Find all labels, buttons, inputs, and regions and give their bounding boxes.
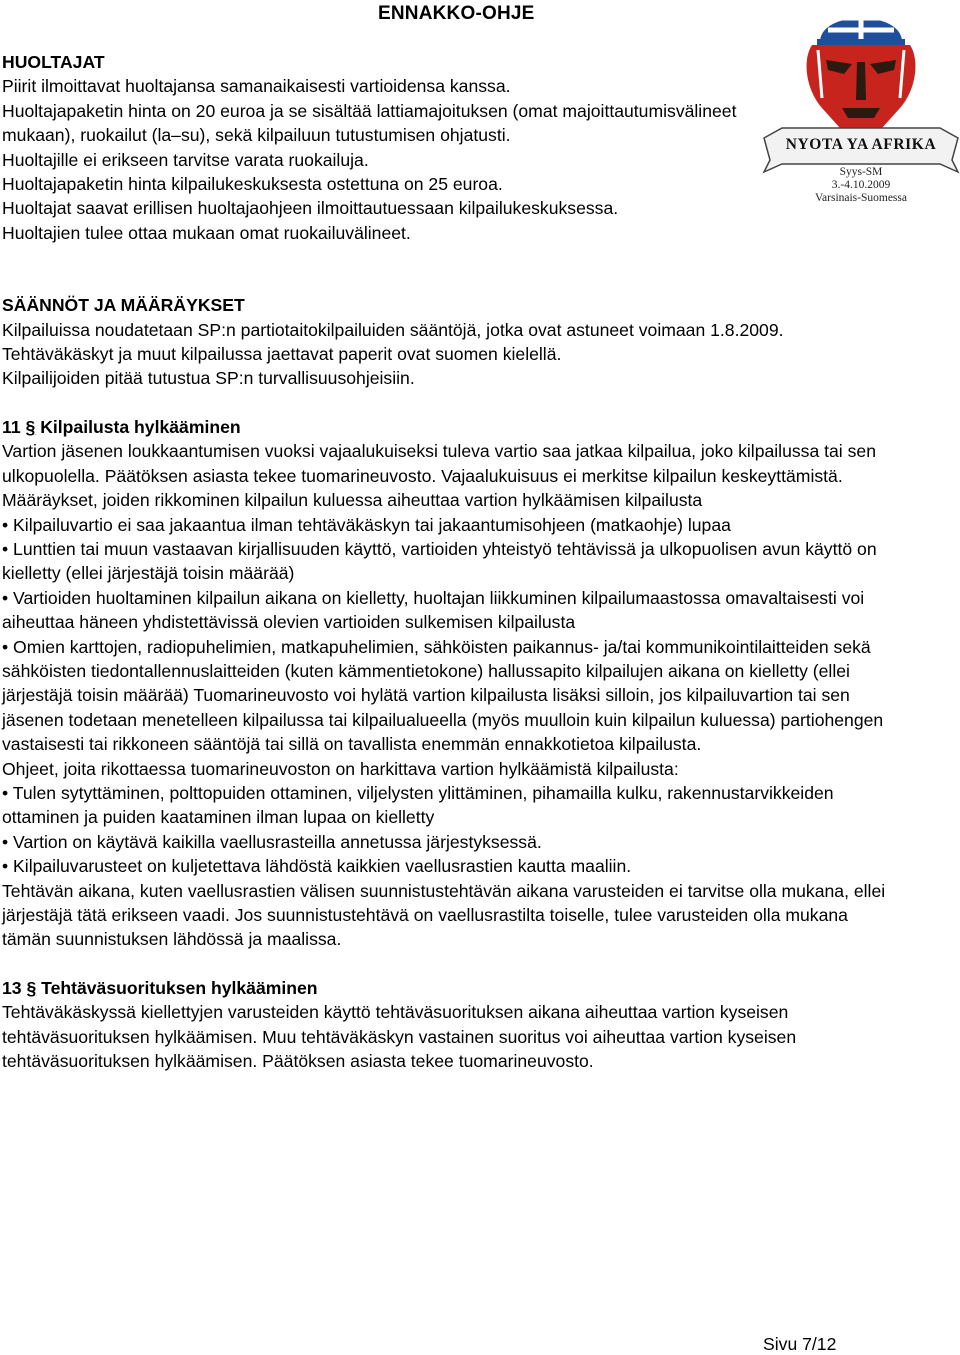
paragraph: Tehtävän aikana, kuten vaellusrastien välisen suunnistustehtävän aikana varusteiden ei tarvitse olla mukana, ellei järjestäjä tätä erikseen vaadi. Jos suunnistustehtävä on vaellusrastilta toiselle, tulee varusteiden olla mukana tämän suunnistuksen lähdössä ja maalissa. bbox=[2, 880, 886, 950]
section-number: 13 bbox=[2, 977, 22, 998]
section-heading bbox=[2, 976, 897, 1000]
paragraph: Huoltajapaketin hinta on 20 euroa ja se sisältää lattiamajoituksen (omat majoittautumisvälineet mukaan), ruokailut (la–su), sekä kilpailuun tutustumisen ohjatusti. bbox=[2, 100, 737, 146]
section-13 bbox=[2, 976, 897, 1074]
list-item: • Omien karttojen, radiopuhelimien, matkapuhelimien, sähköisten paikannus- ja/tai kommunikointilaitteiden sekä sähköisten tiedontallennuslaitteiden (kuten kämmentietokone) hallussapito kilpailujen aikana on kielletty (ellei järjestäjä toisin määrää) Tuomarineuvosto voi hylätä vartion kilpailusta lisäksi silloin, jos kilpailuvartion tai sen jäsenen todetaan menetelleen kilpailussa tai kilpailualueella (myös muulloin kuin kilpailun kuluessa) partiohengen vastaisesti tai rikkoneen sääntöjä tai sillä on tavallista enemmän ennakkotietoa kilpailusta. bbox=[2, 636, 884, 755]
paragraph-sign: § bbox=[26, 977, 37, 998]
logo-name: NYOTA YA AFRIKA bbox=[785, 136, 937, 153]
paragraph: Vartion jäsenen loukkaantumisen vuoksi vajaalukuiseksi tuleva vartio saa jatkaa kilpailua, joko kilpailussa tai sen ulkopuolella. Päätöksen asiasta tekee tuomarineuvosto. Vajaalukuisuus ei merkitse kilpailun keskeyttämistä. bbox=[2, 441, 876, 486]
logo-caption-line: Syys-SM bbox=[839, 166, 883, 178]
section-number: 11 bbox=[2, 416, 21, 437]
section-title: HUOLTAJAT bbox=[2, 52, 105, 72]
paragraph: Huoltajapaketin hinta kilpailukeskuksesta ostettuna on 25 euroa. bbox=[2, 174, 503, 195]
list-item: • Kilpailuvarusteet on kuljetettava lähdöstä kaikkien vaellusrastien kautta maaliin. bbox=[2, 856, 632, 877]
paragraph: Huoltajat saavat erillisen huoltajaohjeen ilmoittautuessaan kilpailukeskuksessa. bbox=[2, 198, 619, 219]
paragraph: Huoltajille ei erikseen tarvitse varata ruokailuja. bbox=[2, 149, 369, 170]
section-title: Kilpailusta hylkääminen bbox=[40, 416, 241, 437]
paragraph: Kilpailuissa noudatetaan SP:n partiotaitokilpailuiden sääntöjä, jotka ovat astuneet voimaan 1.8.2009. Tehtäväkäskyt ja muut kilpailussa jaettavat paperit ovat suomen kielellä. bbox=[2, 319, 784, 365]
section-heading bbox=[2, 415, 897, 439]
section-huoltajat bbox=[2, 50, 762, 245]
paragraph-sign: § bbox=[25, 416, 36, 437]
list-item: • Kilpailuvartio ei saa jakaantua ilman tehtäväkäskyn tai jakaantumisohjeen (matkaohje) lupaa bbox=[2, 514, 731, 535]
logo-caption-line: Varsinais-Suomessa bbox=[815, 192, 907, 204]
paragraph: Tehtäväkäskyssä kiellettyjen varusteiden käyttö tehtäväsuorituksen aikana aiheuttaa vartion kyseisen tehtäväsuorituksen hylkäämisen. Muu tehtäväkäskyn vastainen suoritus voi aiheuttaa vartion kyseisen tehtäväsuorituksen hylkäämisen. Päätöksen asiasta tekee tuomarineuvosto. bbox=[2, 1002, 797, 1072]
list-item: • Tulen sytyttäminen, polttopuiden ottaminen, viljelysten ylittäminen, pihamailla kulku, rakennustarvikkeiden ottaminen ja puiden kaataminen ilman lupaa on kielletty bbox=[2, 782, 834, 828]
paragraph: Kilpailijoiden pitää tutustua SP:n turvallisuusohjeisiin. bbox=[2, 368, 415, 389]
page-number: Sivu 7/12 bbox=[763, 1334, 837, 1354]
document-body bbox=[2, 50, 897, 1073]
document-title: ENNAKKO-OHJE bbox=[378, 3, 535, 24]
paragraph: Huoltajien tulee ottaa mukaan omat ruokailuvälineet. bbox=[2, 222, 411, 243]
paragraph: Ohjeet, joita rikottaessa tuomarineuvoston on harkittava vartion hylkäämistä kilpailusta: bbox=[2, 758, 679, 779]
logo-caption-line: 3.-4.10.2009 bbox=[831, 179, 891, 191]
list-item: • Vartioiden huoltaminen kilpailun aikana on kielletty, huoltajan liikkuminen kilpailumaastossa omavaltaisesti voi aiheuttaa häneen yhdistettävissä olevien vartioiden sulkemisen kilpailusta bbox=[2, 587, 865, 633]
paragraph: Määräykset, joiden rikkominen kilpailun kuluessa aiheuttaa vartion hylkäämisen kilpailusta bbox=[2, 490, 703, 511]
section-saannot bbox=[2, 293, 897, 391]
paragraph: Piirit ilmoittavat huoltajansa samanaikaisesti vartioidensa kanssa. bbox=[2, 76, 511, 97]
section-title: Tehtäväsuorituksen hylkääminen bbox=[41, 977, 318, 998]
list-item: • Vartion on käytävä kaikilla vaellusrasteilla annetussa järjestyksessä. bbox=[2, 831, 542, 852]
list-item: • Lunttien tai muun vastaavan kirjallisuuden käyttö, vartioiden yhteistyö tehtävissä ja ulkopuolisen avun käyttö on kielletty (ellei järjestäjä toisin määrää) bbox=[2, 538, 877, 584]
section-11 bbox=[2, 415, 897, 952]
section-title: SÄÄNNÖT JA MÄÄRÄYKSET bbox=[2, 295, 245, 316]
